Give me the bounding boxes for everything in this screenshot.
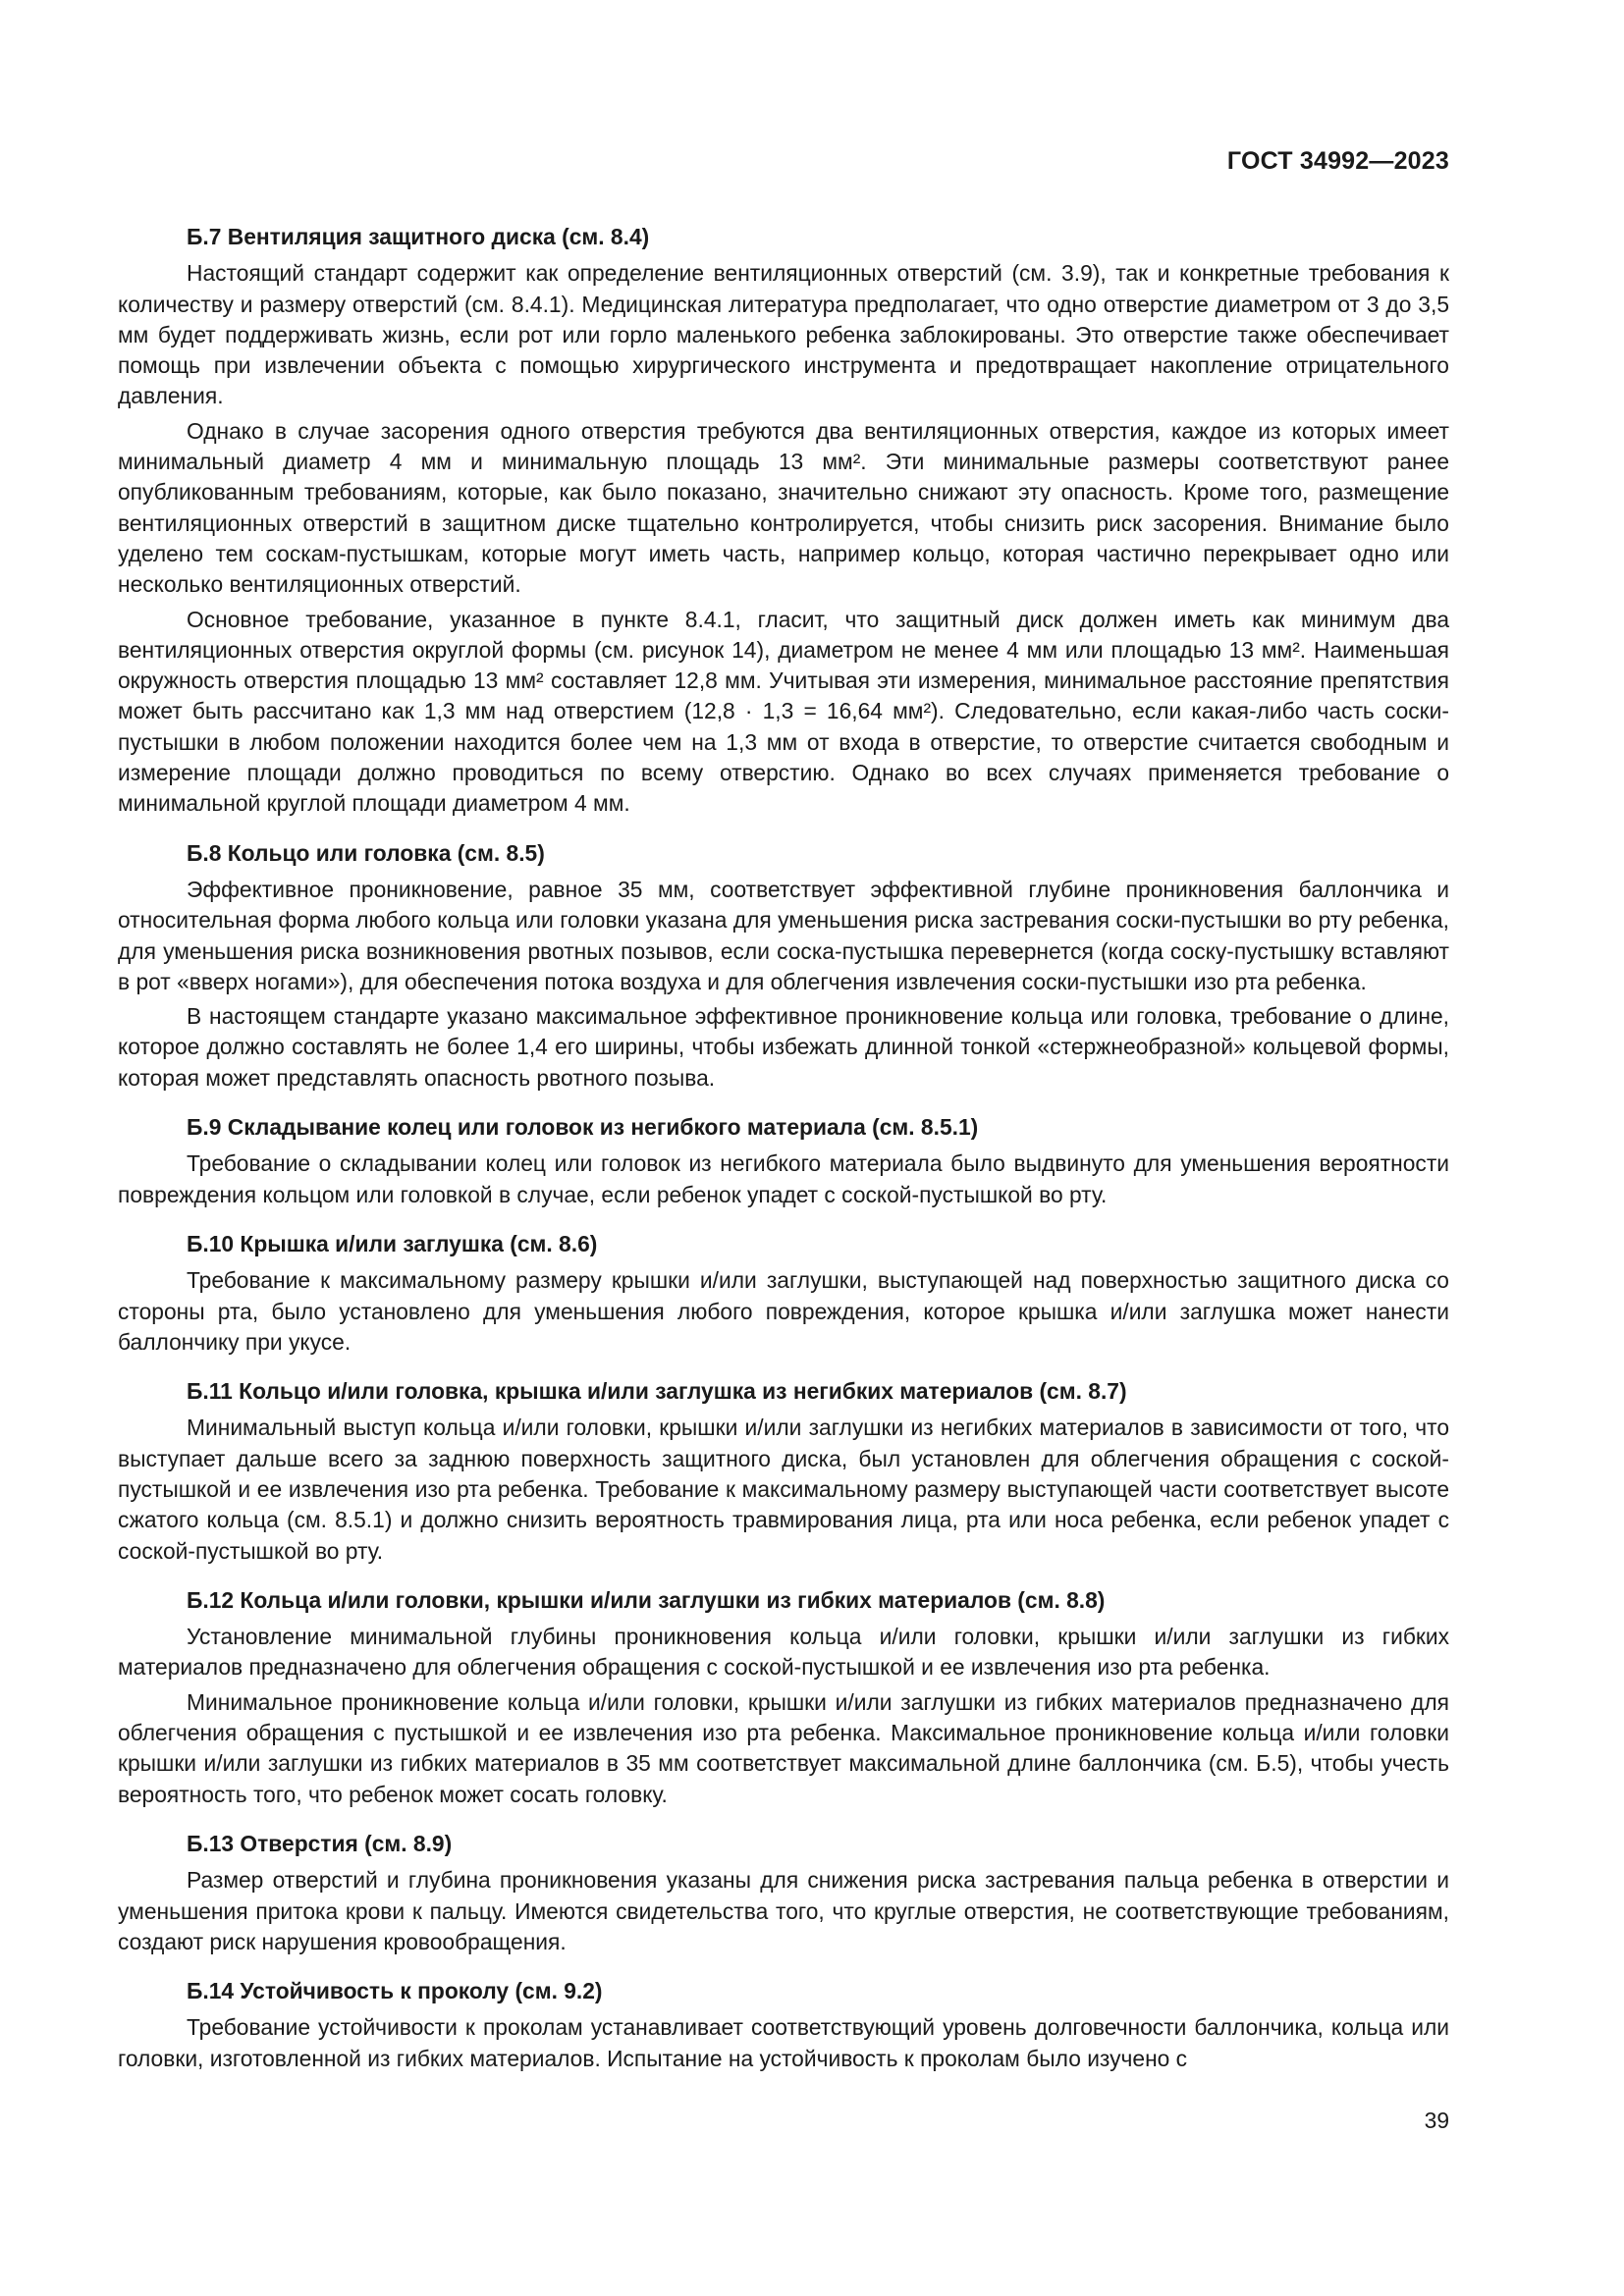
paragraph: Размер отверстий и глубина проникновения указаны для снижения риска застревания пальца ребенка в отверстии и уменьшения притока крови к пальцу. Имеются свидетельства того, что круглые отверстия, не соответствующие требованиям, создают риск нарушения кровообращения. <box>118 1867 1449 1954</box>
section-heading: Б.13 Отверстия (см. 8.9) <box>187 1830 453 1856</box>
section <box>118 1229 1449 1358</box>
section-heading: Б.8 Кольцо или головка (см. 8.5) <box>187 839 545 866</box>
paragraph: Эффективное проникновение, равное 35 мм, соответствует эффективной глубине проникновения баллончика и относительная форма любого кольца или головки указана для уменьшения риска застревания соски-пустышки во рту ребенка, для уменьшения риска возникновения рвотных позывов, если соска-пустышка перевернется (когда соску-пустышку вставляют в рот «вверх ногами»), для обеспечения потока воздуха и для облегчения извлечения соски-пустышки изо рта ребенка. <box>118 876 1449 994</box>
document-code: ГОСТ 34992—2023 <box>1226 147 1449 175</box>
section-heading: Б.7 Вентиляция защитного диска (см. 8.4) <box>187 224 650 249</box>
section <box>118 222 1449 820</box>
paragraph: Минимальный выступ кольца и/или головки, крышки и/или заглушки из негибких материалов в зависимости от того, что выступает дальше всего за заднюю поверхность защитного диска, был установлен для облегчения обращения с соской-пустышкой и ее извлечения изо рта ребенка. Требование к максимальному размеру выступающей части соответствует высоте сжатого кольца (см. 8.5.1) и должно снизить вероятность травмирования лица, рта или носа ребенка, если ребенок упадет с соской-пустышкой во рту. <box>118 1415 1449 1564</box>
section <box>118 1112 1449 1210</box>
paragraph: Однако в случае засорения одного отверстия требуются два вентиляционных отверстия, каждое из которых имеет минимальный диаметр 4 мм и минимальную площадь 13 мм². Эти минимальные размеры соответствуют ранее опубликованным требованиям, которые, как было показано, значительно снижают эту опасность. Кроме того, размещение вентиляционных отверстий в защитном диске тщательно контролируется, чтобы снизить риск засорения. Внимание было уделено тем соскам-пустышкам, которые могут иметь часть, например кольцо, которая частично перекрывает одно или несколько вентиляционных отверстий. <box>118 417 1449 598</box>
paragraph: В настоящем стандарте указано максимальное эффективное проникновение кольца или головка, требование о длине, которое должно составлять не более 1,4 его ширины, чтобы избежать длинной тонкой «стержнеобразной» кольцевой формы, которая может представлять опасность рвотного позыва. <box>118 1003 1449 1091</box>
section-heading: Б.14 Устойчивость к проколу (см. 9.2) <box>187 1978 603 2004</box>
section <box>118 1829 1449 1957</box>
page-number: 39 <box>1424 2108 1449 2133</box>
paragraph: Требование о складывании колец или головок из негибкого материала было выдвинуто для уменьшения вероятности повреждения кольцом или головкой в случае, если ребенок упадет с соской-пустышкой во рту. <box>118 1150 1449 1207</box>
paragraph: Установление минимальной глубины проникновения кольца и/или головки, крышки и/или заглушки из гибких материалов предназначено для облегчения обращения с соской-пустышкой и ее извлечения изо рта ребенка. <box>118 1624 1449 1681</box>
document-body <box>118 222 1449 2093</box>
section <box>118 838 1449 1094</box>
paragraph: Настоящий стандарт содержит как определение вентиляционных отверстий (см. 3.9), так и конкретные требования к количеству и размеру отверстий (см. 8.4.1). Медицинская литература предполагает, что одно отверстие диаметром от 3 до 3,5 мм будет поддерживать жизнь, если рот или горло маленького ребенка заблокированы. Это отверстие также обеспечивает помощь при извлечении объекта с помощью хирургического инструмента и предотвращает накопление отрицательного давления. <box>118 260 1449 409</box>
paragraph: Требование устойчивости к проколам устанавливает соответствующий уровень долговечности баллончика, кольца или головки, изготовленной из гибких материалов. Испытание на устойчивость к проколам было изучено с <box>118 2014 1449 2071</box>
section-heading: Б.10 Крышка и/или заглушка (см. 8.6) <box>187 1230 598 1256</box>
section-heading: Б.12 Кольца и/или головки, крышки и/или заглушки из гибких материалов (см. 8.8) <box>187 1586 1106 1613</box>
section <box>118 1585 1449 1810</box>
paragraph: Минимальное проникновение кольца и/или головки, крышки и/или заглушки из гибких материалов предназначено для облегчения обращения с пустышкой и ее извлечения изо рта ребенка. Максимальное проникновение кольца и/или головки крышки и/или заглушки из гибких материалов в 35 мм соответствует максимальной длине баллончика (см. Б.5), чтобы учесть вероятность того, что ребенок может сосать головку. <box>118 1688 1449 1807</box>
paragraph: Требование к максимальному размеру крышки и/или заглушки, выступающей над поверхностью защитного диска со стороны рта, было установлено для уменьшения любого повреждения, которое крышка и/или заглушка может нанести баллончику при укусе. <box>118 1267 1449 1355</box>
section-heading: Б.9 Складывание колец или головок из негибкого материала (см. 8.5.1) <box>187 1114 979 1141</box>
section <box>118 1376 1449 1567</box>
section <box>118 1976 1449 2074</box>
section-heading: Б.11 Кольцо и/или головка, крышка и/или заглушка из негибких материалов (см. 8.7) <box>187 1378 1127 1405</box>
paragraph: Основное требование, указанное в пункте 8.4.1, гласит, что защитный диск должен иметь как минимум два вентиляционных отверстия округлой формы (см. рисунок 14), диаметром не менее 4 мм или площадью 13 мм². Наименьшая окружность отверстия площадью 13 мм² составляет 12,8 мм. Учитывая эти измерения, минимальное расстояние препятствия может быть рассчитано как 1,3 мм над отверстием (12,8 · 1,3 = 16,64 мм²). Следовательно, если какая-либо часть соски-пустышки в любом положении находится более чем на 1,3 мм от входа в отверстие, то отверстие считается свободным и измерение площади должно проводиться по всему отверстию. Однако во всех случаях применяется требование о минимальной круглой площади диаметром 4 мм. <box>118 606 1449 817</box>
